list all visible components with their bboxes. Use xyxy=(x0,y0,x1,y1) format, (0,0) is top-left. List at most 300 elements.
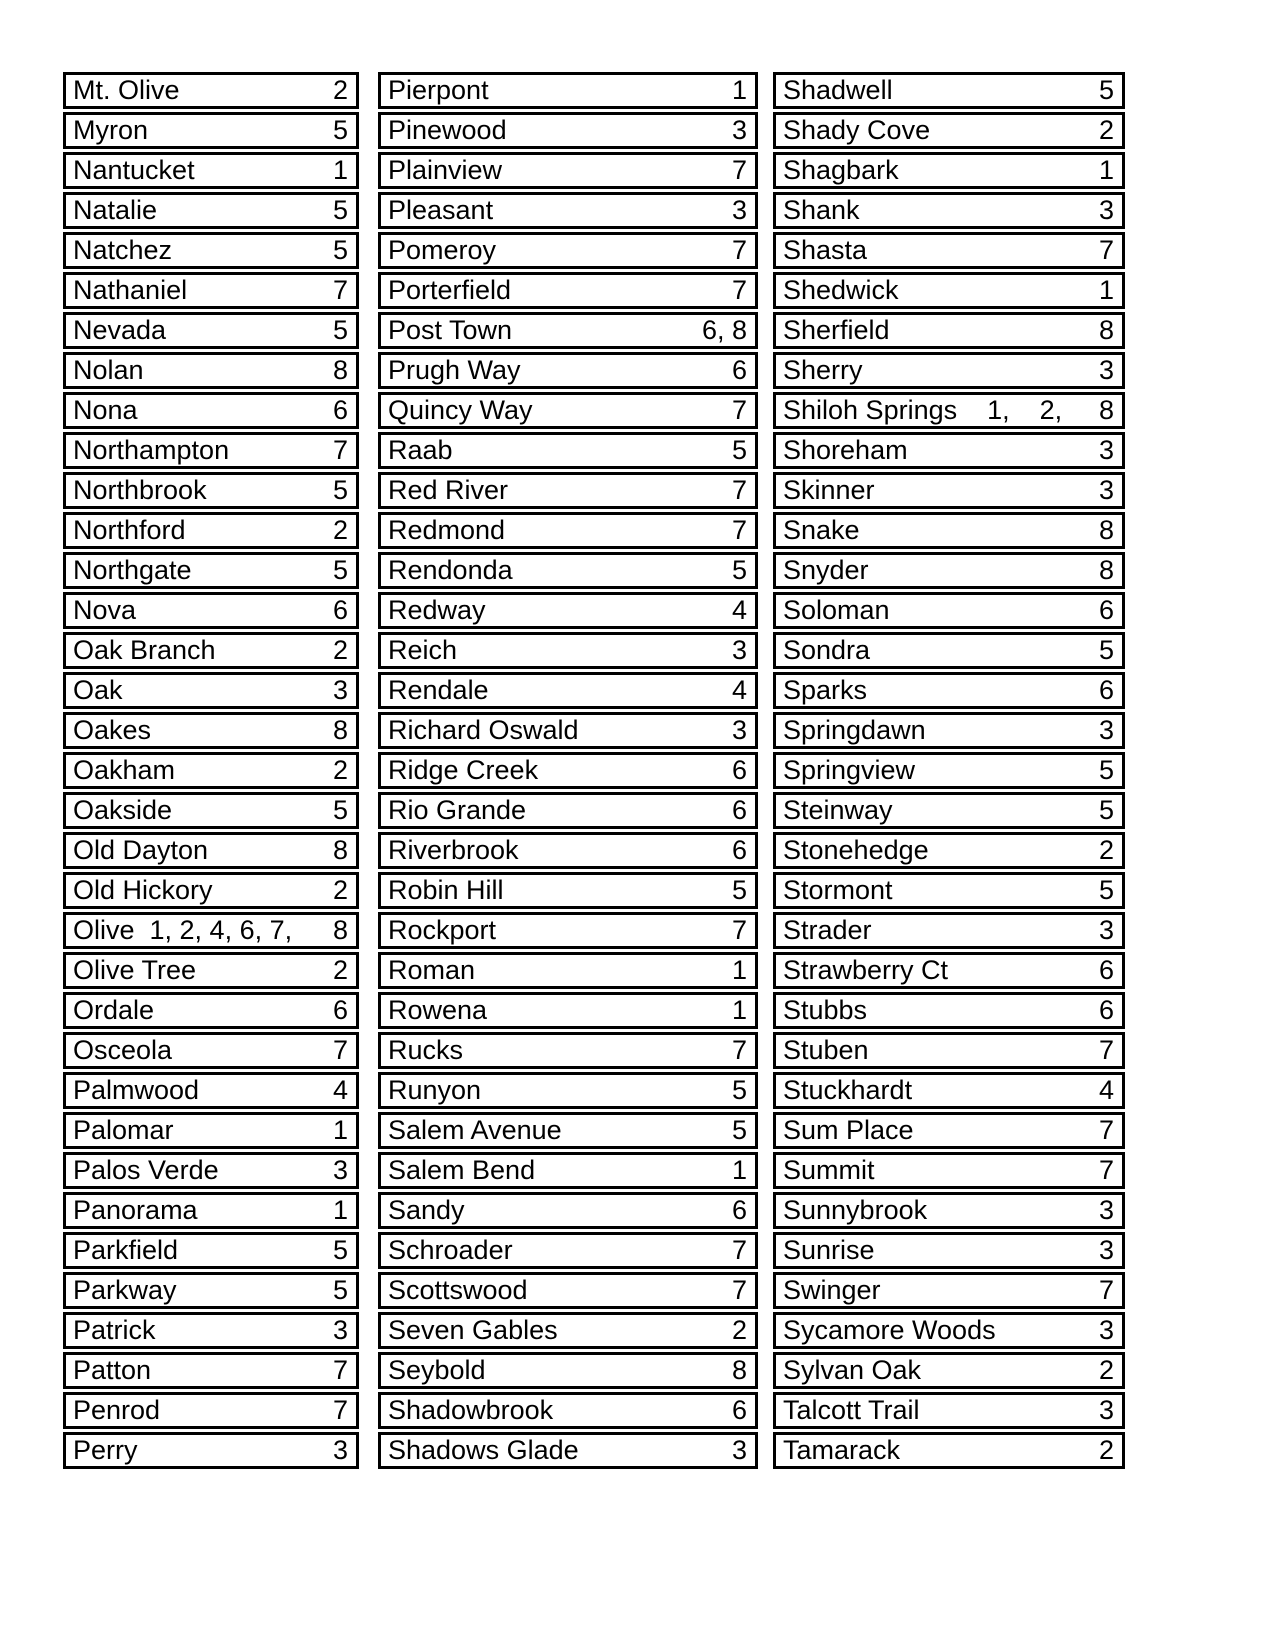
street-section-number: 3 xyxy=(731,1435,747,1465)
street-name: Rockport xyxy=(388,915,497,945)
table-row xyxy=(378,1312,758,1349)
street-name: Post Town xyxy=(388,315,513,345)
table-row xyxy=(773,152,1125,189)
street-section-number: 5 xyxy=(731,435,747,465)
table-row xyxy=(63,1232,359,1269)
street-name: Runyon xyxy=(388,1075,482,1105)
street-name: Stubbs xyxy=(783,995,868,1025)
street-name: Oakes xyxy=(73,715,152,745)
street-name: Prugh Way xyxy=(388,355,521,385)
street-section-number: 6 xyxy=(731,755,747,785)
table-row xyxy=(378,832,758,869)
table-row xyxy=(773,952,1125,989)
table-row xyxy=(773,1352,1125,1389)
table-row xyxy=(63,152,359,189)
street-name: Seybold xyxy=(388,1355,486,1385)
table-row xyxy=(773,472,1125,509)
street-name: Quincy Way xyxy=(388,395,533,425)
street-name: Sunrise xyxy=(783,1235,875,1265)
street-name: Ridge Creek xyxy=(388,755,539,785)
table-row xyxy=(773,832,1125,869)
street-name: Oak Branch xyxy=(73,635,216,665)
street-section-number: 8 xyxy=(1098,515,1114,545)
street-section-number: 3 xyxy=(332,1435,348,1465)
table-row xyxy=(63,1192,359,1229)
street-name: Shoreham xyxy=(783,435,908,465)
street-section-number: 7 xyxy=(731,275,747,305)
table-row xyxy=(63,392,359,429)
street-name: Nona xyxy=(73,395,138,425)
street-name: Nevada xyxy=(73,315,167,345)
street-name: Penrod xyxy=(73,1395,161,1425)
table-row xyxy=(378,1032,758,1069)
street-name: Sondra xyxy=(783,635,871,665)
table-row xyxy=(63,632,359,669)
street-name: Strawberry Ct xyxy=(783,955,949,985)
street-name: Perry xyxy=(73,1435,138,1465)
street-name: Strader xyxy=(783,915,872,945)
street-section-number: 7 xyxy=(731,1275,747,1305)
street-section-number: 8 xyxy=(1098,395,1114,425)
table-row xyxy=(773,352,1125,389)
street-name: Shedwick xyxy=(783,275,899,305)
street-section-number: 6 xyxy=(1098,675,1114,705)
street-name: Oakham xyxy=(73,755,176,785)
street-section-number: 5 xyxy=(731,555,747,585)
table-row xyxy=(378,432,758,469)
street-name: Pomeroy xyxy=(388,235,497,265)
street-section-number: 3 xyxy=(1098,475,1114,505)
street-section-number: 2 xyxy=(332,635,348,665)
street-name: Natchez xyxy=(73,235,173,265)
table-row xyxy=(773,552,1125,589)
street-name: Nathaniel xyxy=(73,275,188,305)
street-section-number: 7 xyxy=(332,1035,348,1065)
street-section-number: 7 xyxy=(731,1035,747,1065)
table-row xyxy=(63,472,359,509)
table-row xyxy=(773,1432,1125,1469)
table-row xyxy=(378,912,758,949)
street-name: Shiloh Springs 1, 2, xyxy=(783,395,1063,425)
street-section-number: 7 xyxy=(731,475,747,505)
street-section-number: 6 xyxy=(1098,995,1114,1025)
street-section-number: 1 xyxy=(332,155,348,185)
street-section-number: 3 xyxy=(1098,1395,1114,1425)
street-section-number: 5 xyxy=(731,1075,747,1105)
table-row xyxy=(773,632,1125,669)
table-row xyxy=(773,912,1125,949)
table-row xyxy=(378,1232,758,1269)
table-row xyxy=(378,1272,758,1309)
street-name: Panorama xyxy=(73,1195,198,1225)
street-name: Olive Tree xyxy=(73,955,197,985)
street-name: Northgate xyxy=(73,555,192,585)
street-name: Schroader xyxy=(388,1235,513,1265)
table-row xyxy=(63,832,359,869)
street-name: Raab xyxy=(388,435,453,465)
street-section-number: 8 xyxy=(332,715,348,745)
table-row xyxy=(773,392,1125,429)
table-row xyxy=(378,1392,758,1429)
table-row xyxy=(63,712,359,749)
street-name: Olive 1, 2, 4, 6, 7, xyxy=(73,915,293,945)
table-row xyxy=(773,872,1125,909)
street-name: Nantucket xyxy=(73,155,195,185)
table-row xyxy=(63,1152,359,1189)
street-section-number: 8 xyxy=(731,1355,747,1385)
street-section-number: 7 xyxy=(1098,1115,1114,1145)
street-name: Old Dayton xyxy=(73,835,209,865)
street-name: Redway xyxy=(388,595,486,625)
table-row xyxy=(378,712,758,749)
table-row xyxy=(378,1432,758,1469)
table-row xyxy=(773,1072,1125,1109)
table-row xyxy=(773,1272,1125,1309)
street-section-number: 7 xyxy=(731,1235,747,1265)
street-section-number: 5 xyxy=(1098,795,1114,825)
street-section-number: 1 xyxy=(1098,275,1114,305)
street-section-number: 7 xyxy=(332,275,348,305)
table-row xyxy=(63,1312,359,1349)
street-name: Nova xyxy=(73,595,137,625)
street-name: Soloman xyxy=(783,595,890,625)
street-name: Sherry xyxy=(783,355,863,385)
street-name: Oakside xyxy=(73,795,173,825)
street-section-number: 6 xyxy=(731,355,747,385)
table-row xyxy=(773,192,1125,229)
street-section-number: 1 xyxy=(731,955,747,985)
street-section-number: 7 xyxy=(731,515,747,545)
street-section-number: 5 xyxy=(1098,875,1114,905)
table-row xyxy=(773,112,1125,149)
table-row xyxy=(773,72,1125,109)
table-row xyxy=(378,952,758,989)
street-name: Summit xyxy=(783,1155,875,1185)
street-section-number: 3 xyxy=(332,675,348,705)
table-row xyxy=(378,72,758,109)
table-row xyxy=(773,712,1125,749)
street-name: Old Hickory xyxy=(73,875,213,905)
street-name: Skinner xyxy=(783,475,875,505)
street-section-number: 2 xyxy=(1098,1355,1114,1385)
street-name: Stuben xyxy=(783,1035,869,1065)
table-row xyxy=(63,352,359,389)
street-section-number: 2 xyxy=(1098,835,1114,865)
street-section-number: 1 xyxy=(731,995,747,1025)
table-row xyxy=(63,72,359,109)
street-section-number: 4 xyxy=(1098,1075,1114,1105)
street-name: Shasta xyxy=(783,235,868,265)
street-section-number: 3 xyxy=(1098,1235,1114,1265)
street-section-number: 5 xyxy=(731,875,747,905)
table-row xyxy=(378,232,758,269)
street-name: Northampton xyxy=(73,435,230,465)
street-section-number: 5 xyxy=(1098,635,1114,665)
street-section-number: 7 xyxy=(1098,235,1114,265)
street-name: Sycamore Woods xyxy=(783,1315,996,1345)
street-name: Pleasant xyxy=(388,195,494,225)
street-name: Seven Gables xyxy=(388,1315,558,1345)
table-row xyxy=(63,512,359,549)
street-name: Sylvan Oak xyxy=(783,1355,922,1385)
street-name: Northbrook xyxy=(73,475,207,505)
street-section-number: 2 xyxy=(332,515,348,545)
table-row xyxy=(378,592,758,629)
table-row xyxy=(63,1112,359,1149)
street-name: Sunnybrook xyxy=(783,1195,928,1225)
street-name: Steinway xyxy=(783,795,893,825)
street-name: Springview xyxy=(783,755,916,785)
table-row xyxy=(378,1192,758,1229)
street-section-number: 5 xyxy=(332,1235,348,1265)
street-section-number: 2 xyxy=(731,1315,747,1345)
table-row xyxy=(63,312,359,349)
street-section-number: 7 xyxy=(731,395,747,425)
street-name: Oak xyxy=(73,675,123,705)
street-section-number: 6 xyxy=(332,395,348,425)
street-name: Snake xyxy=(783,515,860,545)
street-name: Redmond xyxy=(388,515,506,545)
table-row xyxy=(63,952,359,989)
table-row xyxy=(63,1272,359,1309)
street-name: Shady Cove xyxy=(783,115,931,145)
street-section-number: 6 xyxy=(731,1195,747,1225)
street-section-number: 1 xyxy=(332,1195,348,1225)
table-row xyxy=(378,752,758,789)
table-row xyxy=(378,352,758,389)
street-section-number: 8 xyxy=(1098,315,1114,345)
street-section-number: 2 xyxy=(1098,1435,1114,1465)
table-row xyxy=(63,232,359,269)
street-name: Stuckhardt xyxy=(783,1075,913,1105)
street-section-number: 3 xyxy=(1098,1195,1114,1225)
table-row xyxy=(378,1152,758,1189)
street-section-number: 6 xyxy=(1098,955,1114,985)
table-row xyxy=(63,192,359,229)
street-name: Swinger xyxy=(783,1275,881,1305)
table-row xyxy=(378,1112,758,1149)
table-row xyxy=(773,1032,1125,1069)
table-row xyxy=(63,1072,359,1109)
table-row xyxy=(773,1112,1125,1149)
table-row xyxy=(773,1232,1125,1269)
street-name: Northford xyxy=(73,515,186,545)
table-row xyxy=(773,792,1125,829)
street-section-number: 1 xyxy=(731,1155,747,1185)
table-row xyxy=(378,632,758,669)
table-row xyxy=(63,1352,359,1389)
street-section-number: 5 xyxy=(332,555,348,585)
street-name: Talcott Trail xyxy=(783,1395,920,1425)
street-name: Rucks xyxy=(388,1035,464,1065)
table-row xyxy=(63,792,359,829)
street-name: Plainview xyxy=(388,155,503,185)
street-name: Palmwood xyxy=(73,1075,200,1105)
street-name: Richard Oswald xyxy=(388,715,579,745)
street-section-number: 4 xyxy=(332,1075,348,1105)
street-name: Osceola xyxy=(73,1035,173,1065)
street-name: Parkway xyxy=(73,1275,177,1305)
street-section-number: 4 xyxy=(731,675,747,705)
street-name: Rendonda xyxy=(388,555,513,585)
street-name: Mt. Olive xyxy=(73,75,180,105)
street-section-number: 6 xyxy=(332,595,348,625)
street-name: Shadows Glade xyxy=(388,1435,579,1465)
table-row xyxy=(378,512,758,549)
street-name: Sherfield xyxy=(783,315,890,345)
street-section-number: 3 xyxy=(332,1155,348,1185)
street-section-number: 3 xyxy=(1098,1315,1114,1345)
street-section-number: 5 xyxy=(1098,755,1114,785)
street-section-number: 3 xyxy=(731,115,747,145)
street-name: Sum Place xyxy=(783,1115,914,1145)
street-name: Robin Hill xyxy=(388,875,504,905)
street-name: Snyder xyxy=(783,555,869,585)
street-section-number: 7 xyxy=(731,155,747,185)
table-row xyxy=(63,1032,359,1069)
street-section-number: 5 xyxy=(731,1115,747,1145)
table-row xyxy=(63,672,359,709)
street-section-number: 7 xyxy=(1098,1275,1114,1305)
street-section-number: 1 xyxy=(1098,155,1114,185)
table-row xyxy=(378,312,758,349)
table-row xyxy=(63,552,359,589)
street-name: Rio Grande xyxy=(388,795,527,825)
street-section-number: 3 xyxy=(731,635,747,665)
street-section-number: 3 xyxy=(1098,355,1114,385)
street-section-number: 3 xyxy=(1098,195,1114,225)
street-section-number: 7 xyxy=(332,1355,348,1385)
table-row xyxy=(63,752,359,789)
street-name: Nolan xyxy=(73,355,144,385)
table-row xyxy=(378,272,758,309)
table-row xyxy=(773,312,1125,349)
street-name: Stormont xyxy=(783,875,893,905)
table-row xyxy=(63,432,359,469)
street-section-number: 3 xyxy=(731,195,747,225)
table-row xyxy=(773,232,1125,269)
street-section-number: 3 xyxy=(332,1315,348,1345)
street-name: Salem Avenue xyxy=(388,1115,562,1145)
street-section-number: 5 xyxy=(332,1275,348,1305)
street-name: Shadwell xyxy=(783,75,893,105)
street-section-number: 2 xyxy=(332,755,348,785)
street-name: Pinewood xyxy=(388,115,507,145)
table-row xyxy=(378,112,758,149)
street-name: Palomar xyxy=(73,1115,174,1145)
street-section-number: 5 xyxy=(332,235,348,265)
table-row xyxy=(63,912,359,949)
street-section-number: 7 xyxy=(332,1395,348,1425)
street-section-number: 8 xyxy=(332,915,348,945)
street-name: Ordale xyxy=(73,995,155,1025)
street-name: Shadowbrook xyxy=(388,1395,554,1425)
street-table-middle xyxy=(378,72,758,1472)
street-section-number: 7 xyxy=(731,915,747,945)
street-name: Patrick xyxy=(73,1315,156,1345)
street-section-number: 4 xyxy=(731,595,747,625)
street-section-number: 3 xyxy=(731,715,747,745)
table-row xyxy=(63,1432,359,1469)
street-table-right xyxy=(773,72,1125,1472)
table-row xyxy=(378,552,758,589)
street-section-number: 1 xyxy=(332,1115,348,1145)
street-name: Tamarack xyxy=(783,1435,901,1465)
street-name: Patton xyxy=(73,1355,152,1385)
table-row xyxy=(63,992,359,1029)
street-section-number: 6 xyxy=(332,995,348,1025)
table-row xyxy=(63,112,359,149)
table-row xyxy=(773,992,1125,1029)
street-section-number: 1 xyxy=(731,75,747,105)
table-row xyxy=(773,272,1125,309)
street-section-number: 2 xyxy=(332,955,348,985)
table-row xyxy=(63,272,359,309)
table-row xyxy=(378,192,758,229)
street-section-number: 6 xyxy=(731,795,747,825)
table-row xyxy=(63,872,359,909)
street-section-number: 6, 8 xyxy=(701,315,747,345)
table-row xyxy=(63,1392,359,1429)
street-section-number: 3 xyxy=(1098,915,1114,945)
street-name: Pierpont xyxy=(388,75,489,105)
street-name: Reich xyxy=(388,635,458,665)
street-name: Roman xyxy=(388,955,476,985)
table-row xyxy=(773,512,1125,549)
table-row xyxy=(378,1072,758,1109)
street-section-number: 2 xyxy=(332,875,348,905)
street-section-number: 2 xyxy=(1098,115,1114,145)
street-name: Parkfield xyxy=(73,1235,179,1265)
street-name: Salem Bend xyxy=(388,1155,536,1185)
table-row xyxy=(63,592,359,629)
street-section-number: 8 xyxy=(332,355,348,385)
street-table-left xyxy=(63,72,359,1472)
street-name: Springdawn xyxy=(783,715,926,745)
table-row xyxy=(773,752,1125,789)
street-section-number: 7 xyxy=(731,235,747,265)
street-section-number: 3 xyxy=(1098,715,1114,745)
table-row xyxy=(773,1152,1125,1189)
street-section-number: 7 xyxy=(332,435,348,465)
street-index-tables xyxy=(63,72,1275,1472)
street-name: Sandy xyxy=(388,1195,465,1225)
table-row xyxy=(773,1392,1125,1429)
street-name: Rendale xyxy=(388,675,489,705)
street-section-number: 7 xyxy=(1098,1155,1114,1185)
street-section-number: 5 xyxy=(332,115,348,145)
street-name: Stonehedge xyxy=(783,835,929,865)
street-section-number: 6 xyxy=(731,1395,747,1425)
street-section-number: 5 xyxy=(1098,75,1114,105)
table-row xyxy=(378,1352,758,1389)
table-row xyxy=(378,392,758,429)
street-section-number: 5 xyxy=(332,475,348,505)
street-section-number: 8 xyxy=(332,835,348,865)
table-row xyxy=(378,872,758,909)
street-section-number: 6 xyxy=(731,835,747,865)
street-name: Rowena xyxy=(388,995,488,1025)
table-row xyxy=(773,1312,1125,1349)
street-section-number: 5 xyxy=(332,315,348,345)
street-section-number: 5 xyxy=(332,795,348,825)
table-row xyxy=(378,472,758,509)
street-section-number: 7 xyxy=(1098,1035,1114,1065)
table-row xyxy=(773,1192,1125,1229)
street-name: Natalie xyxy=(73,195,158,225)
street-section-number: 8 xyxy=(1098,555,1114,585)
street-section-number: 2 xyxy=(332,75,348,105)
